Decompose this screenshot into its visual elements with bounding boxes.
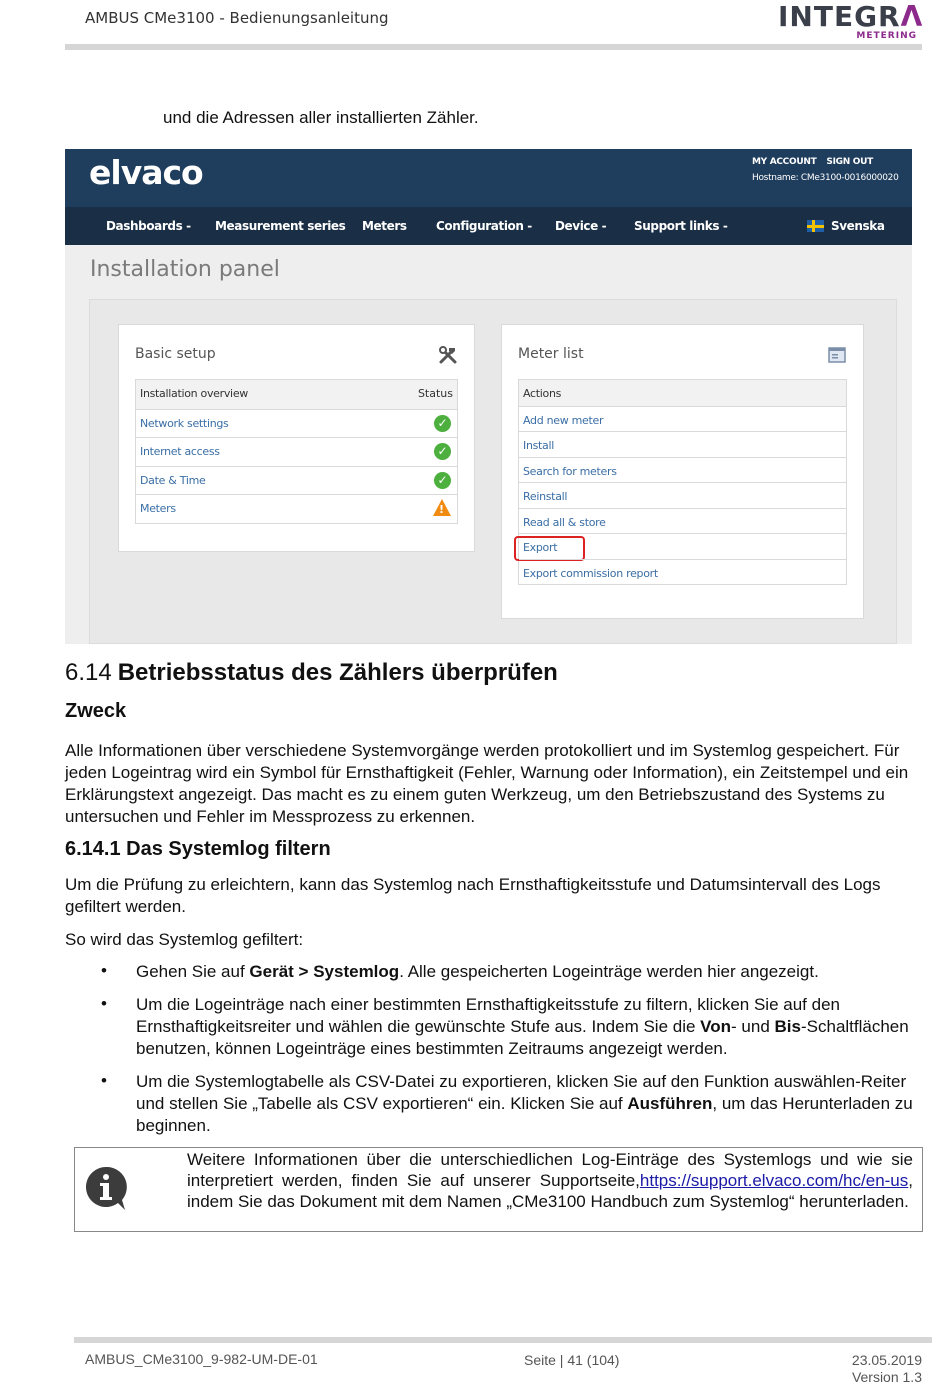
table-header-label: Installation overview (140, 387, 248, 400)
nav-device[interactable]: Device - (555, 219, 607, 233)
logo-accent: Λ (900, 0, 924, 33)
note-text (187, 1149, 913, 1212)
nav-configuration[interactable]: Configuration - (436, 219, 532, 233)
action-label[interactable]: Read all & store (523, 515, 606, 529)
table-row[interactable] (136, 437, 457, 466)
check-icon: ✓ (434, 443, 451, 460)
window-icon (827, 345, 847, 365)
row-label[interactable]: Network settings (140, 416, 229, 430)
sign-out-link[interactable]: SIGN OUT (826, 157, 874, 167)
action-label[interactable]: Add new meter (523, 413, 604, 427)
section-heading (65, 659, 558, 687)
step-text: . Alle gespeicherten Logeinträge werden hier angezeigt. (399, 962, 819, 981)
action-export-commission-report[interactable] (519, 559, 846, 585)
check-icon: ✓ (434, 415, 451, 432)
purpose-heading: Zweck (65, 700, 127, 722)
table-row[interactable] (136, 494, 457, 523)
table-row[interactable] (136, 466, 457, 495)
footer-date-version (852, 1352, 922, 1386)
export-highlight (514, 536, 585, 561)
screenshot-navbar (65, 207, 912, 245)
row-label[interactable]: Meters (140, 502, 176, 515)
table-header (136, 380, 457, 409)
panel-title: Installation panel (90, 257, 280, 282)
header-divider (65, 44, 922, 50)
action-label[interactable]: Export commission report (523, 566, 658, 580)
step-3 (136, 1071, 926, 1137)
action-export[interactable] (519, 533, 846, 559)
action-label[interactable]: Install (523, 439, 555, 452)
step-text: Gehen Sie auf (136, 962, 250, 981)
purpose-paragraph: Alle Informationen über verschiedene Systemvorgänge werden protokolliert und im Systemlog gespeichert. Für jeden Logeintrag wird ein Symbol für Ernsthaftigkeit (Fehler, Warnung oder Information), ein Zeitstempel und ein Erklärungstext angezeigt. Das macht es zu einem guten Werkzeug, um den Betriebszustand des Systems zu untersuchen und Fehler im Messprozess zu erkennen. (65, 741, 909, 826)
elvaco-logo: elvaco (89, 153, 203, 192)
document-header-title: AMBUS CMe3100 - Bedienungsanleitung (85, 9, 389, 27)
note-text-part: , indem Sie das Dokument mit dem Namen „CMe3100 Handbuch zum Systemlog“ herunterladen. (187, 1171, 913, 1211)
nav-measurement-series[interactable]: Measurement series (215, 219, 346, 233)
info-note-box (74, 1147, 923, 1232)
my-account-link[interactable]: MY ACCOUNT (752, 157, 817, 167)
step-text: , um das Herunterladen zu beginnen. (136, 1094, 913, 1135)
bullet-marker: • (101, 1071, 107, 1090)
account-links (752, 157, 883, 167)
footer-date: 23.05.2019 (851, 1352, 922, 1368)
check-icon: ✓ (434, 472, 451, 489)
section-title: Betriebsstatus des Zählers überprüfen (117, 659, 558, 686)
action-reinstall[interactable] (519, 482, 846, 508)
step-text: - und (731, 1017, 775, 1036)
section-number: 6.14 (65, 659, 112, 686)
action-label[interactable]: Search for meters (523, 464, 617, 478)
action-add-new-meter[interactable] (519, 406, 846, 432)
logo-subtitle: METERING (856, 31, 917, 41)
table-header-status: Status (417, 387, 453, 400)
action-search-for-meters[interactable] (519, 457, 846, 483)
steps-intro: So wird das Systemlog gefiltert: (65, 930, 304, 949)
warning-icon: ! (433, 499, 451, 516)
footer-divider (74, 1337, 932, 1343)
nav-support-links[interactable]: Support links - (634, 219, 728, 233)
bullet-marker: • (101, 961, 107, 980)
subsection-heading: 6.14.1 Das Systemlog filtern (65, 838, 331, 860)
screenshot-topbar (65, 149, 912, 207)
step-emphasis: Bis (774, 1017, 801, 1036)
table-header-label: Actions (523, 387, 562, 400)
action-read-all-store[interactable] (519, 508, 846, 534)
intro-text: und die Adressen aller installierten Zähler. (163, 108, 479, 127)
step-text: -Schaltflächen benutzen, können Logeinträge eines bestimmten Zeitraums angezeigt werden. (136, 1017, 909, 1058)
note-text-part: Weitere Informationen über die unterschiedlichen Log-Einträge des Systemlogs und wie sie interpretiert werden, finden Sie auf unserer Supportseite, (187, 1150, 913, 1190)
footer-page-number: Seite | 41 (104) (524, 1352, 620, 1368)
step-text: Um die Systemlogtabelle als CSV-Datei zu exportieren, klicken Sie auf den Funktion auswählen-Reiter und stellen Sie „Tabelle als CSV exportieren“ ein. Klicken Sie auf (136, 1072, 907, 1113)
swedish-flag-icon (807, 220, 824, 232)
nav-language[interactable]: Svenska (831, 219, 885, 233)
step-2 (136, 994, 926, 1060)
meter-list-card (501, 324, 864, 619)
step-emphasis: Von (700, 1017, 732, 1036)
footer-doc-id: AMBUS_CMe3100_9-982-UM-DE-01 (85, 1351, 318, 1367)
tools-icon (438, 345, 458, 365)
panel-body (89, 299, 897, 644)
installation-overview-table (135, 379, 458, 524)
table-row[interactable] (136, 409, 457, 438)
nav-meters[interactable]: Meters (362, 219, 407, 233)
logo-word: INTEGR (778, 0, 901, 33)
row-label[interactable]: Internet access (140, 445, 220, 458)
nav-dashboards[interactable]: Dashboards - (106, 219, 191, 233)
basic-setup-title: Basic setup (135, 346, 216, 362)
installation-panel-screenshot (65, 149, 912, 644)
action-install[interactable] (519, 431, 846, 457)
row-label[interactable]: Date & Time (140, 473, 206, 487)
action-label[interactable]: Reinstall (523, 490, 568, 503)
hostname-label: Hostname: CMe3100-0016000020 (752, 173, 899, 183)
basic-setup-card (118, 324, 475, 552)
table-header (519, 380, 846, 406)
step-text: Um die Logeinträge nach einer bestimmten Ernsthaftigkeitsstufe zu filtern, klicken Sie auf den Ernsthaftigkeitsreiter und wählen die gewünschte Stufe aus. Indem Sie die (136, 995, 840, 1036)
meter-actions-table (518, 379, 847, 585)
footer-version: Version 1.3 (851, 1369, 922, 1385)
info-icon (85, 1166, 127, 1212)
meter-list-title: Meter list (518, 346, 584, 362)
subsection-paragraph: Um die Prüfung zu erleichtern, kann das Systemlog nach Ernsthaftigkeitsstufe und Datumsintervall des Logs gefiltert werden. (65, 875, 881, 916)
support-link[interactable]: https://support.elvaco.com/hc/en-us (639, 1171, 909, 1190)
integra-logo (778, 0, 923, 42)
step-1 (136, 961, 926, 983)
action-label[interactable]: Export (523, 541, 558, 554)
step-emphasis: Gerät > Systemlog (249, 962, 400, 981)
bullet-marker: • (101, 994, 107, 1013)
step-emphasis: Ausführen (627, 1094, 713, 1113)
